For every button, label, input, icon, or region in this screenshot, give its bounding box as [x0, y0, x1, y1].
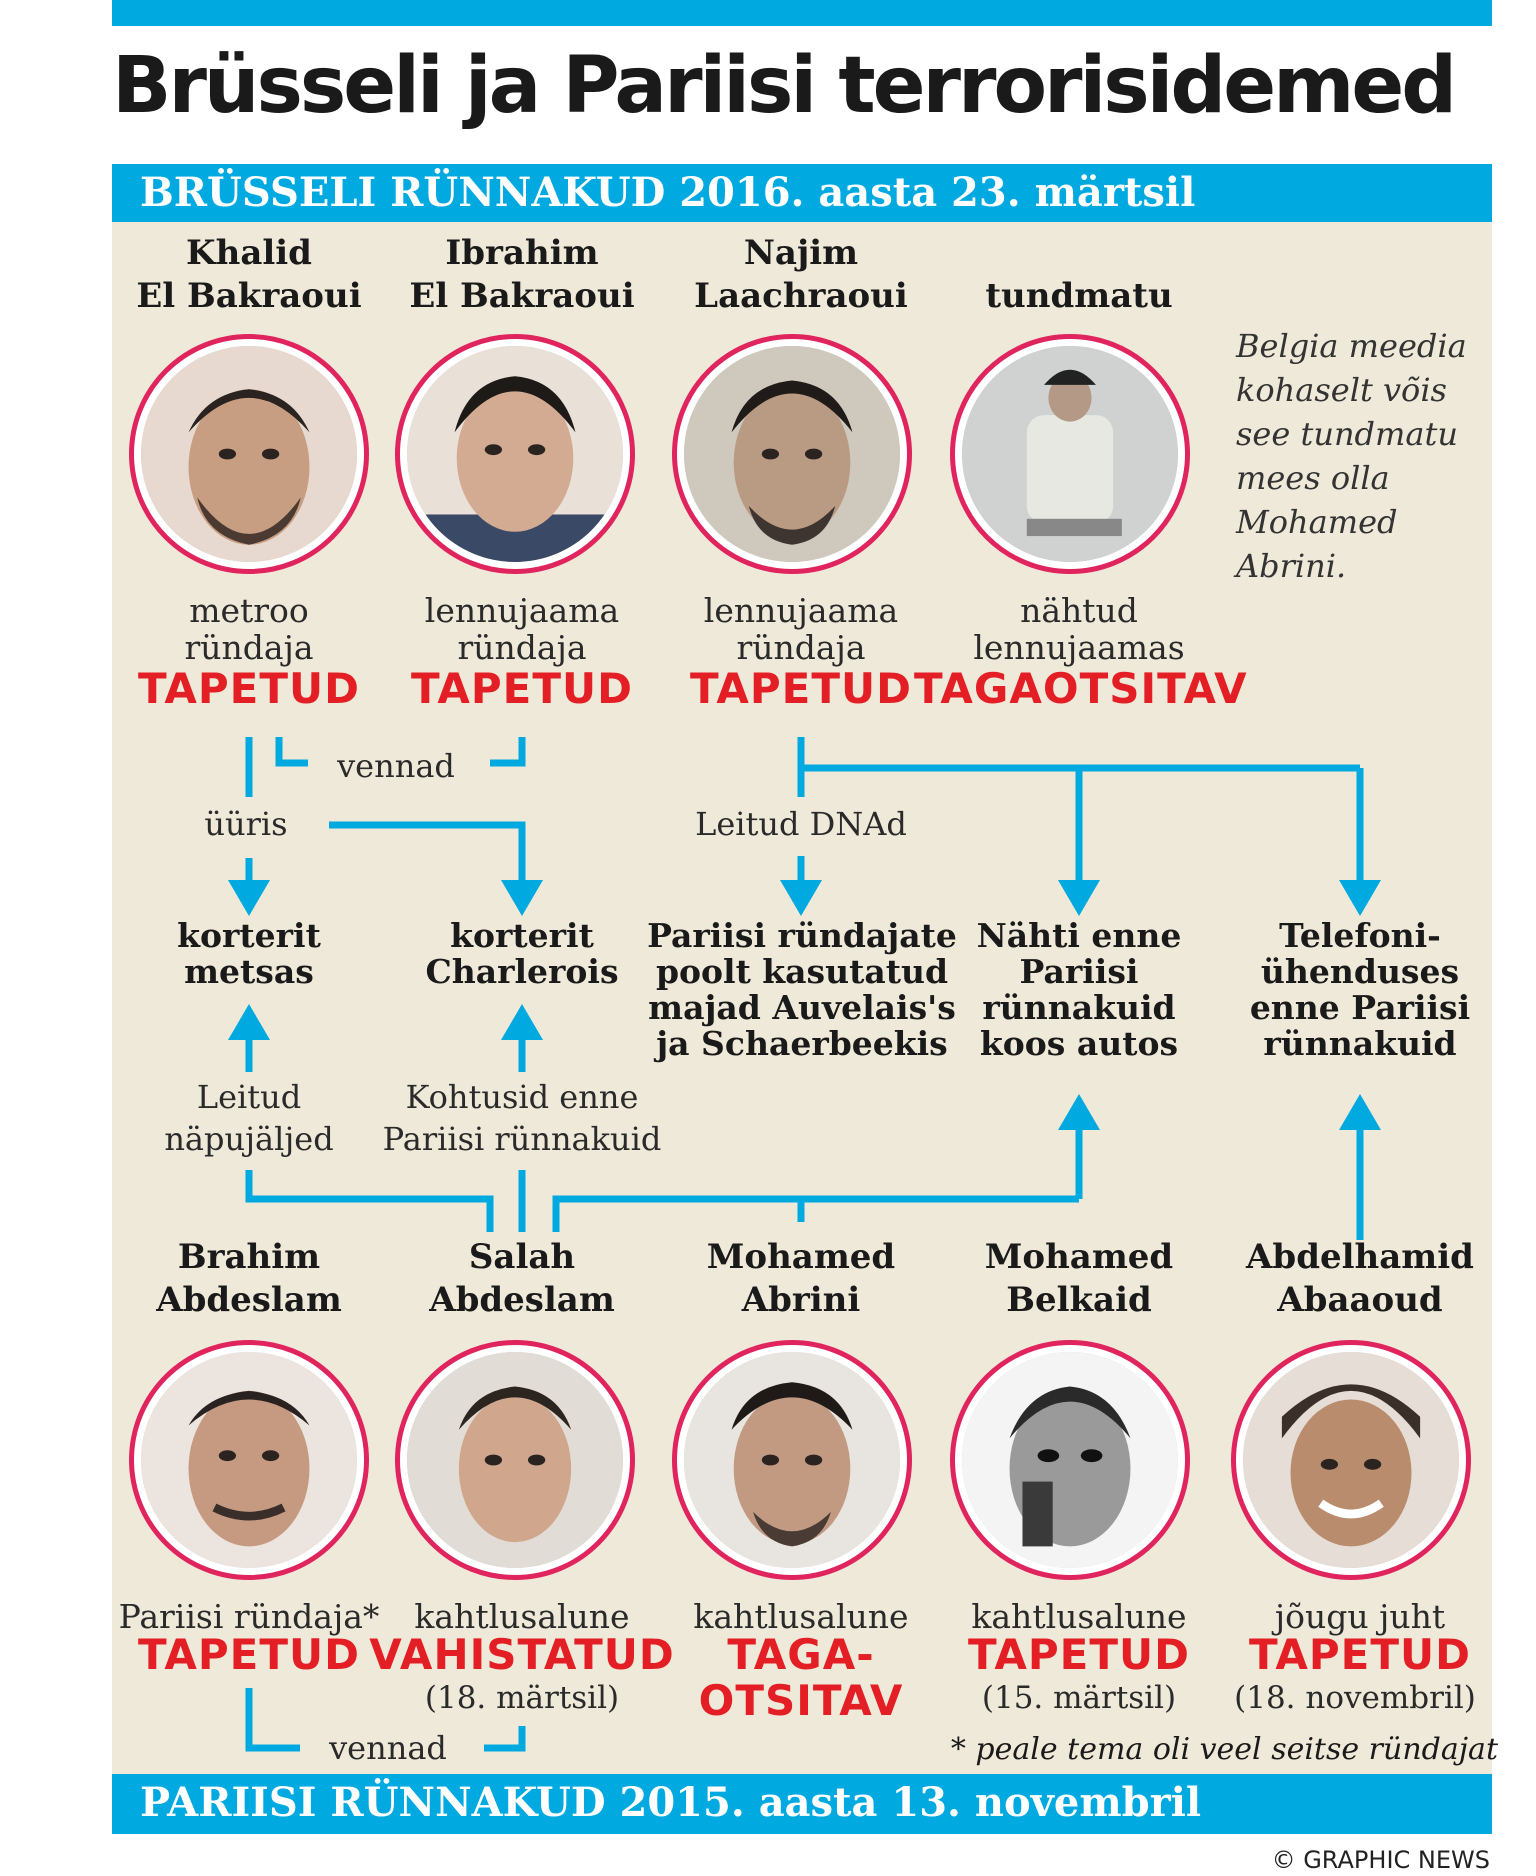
face-illustration: [1243, 1352, 1459, 1568]
brussels-role-1: metroo ründaja: [184, 591, 314, 667]
node-phone: Telefoni- ühenduses enne Pariisi rünnakuid: [1249, 916, 1471, 1063]
node-seen-car: Nähti enne Pariisi rünnakuid koos autos: [976, 916, 1182, 1063]
paris-sub-2: (18. märtsil): [424, 1680, 620, 1716]
paris-status-2: VAHISTATUD: [369, 1630, 675, 1679]
paris-name-1: Brahim Abdeslam: [156, 1237, 342, 1320]
brothers-label-top: vennad: [337, 747, 455, 785]
face-illustration: [141, 346, 357, 562]
met-before-label: Kohtusid enne Pariisi rünnakuid: [382, 1078, 662, 1158]
portrait-photo: [395, 334, 635, 574]
paris-sub-5: (18. novembril): [1234, 1680, 1476, 1716]
paris-name-4: Mohamed Belkaid: [984, 1237, 1174, 1320]
face-illustration: [684, 1352, 900, 1568]
salah-to-abrini-belkaid-line: [556, 1199, 1079, 1232]
paris-role-4: kahtlusalune: [971, 1597, 1187, 1636]
dna-label: Leitud DNAd: [695, 805, 907, 843]
portrait-photo: [1231, 1340, 1471, 1580]
portrait-photo: [129, 334, 369, 574]
arrow-to-charleroi: [501, 880, 543, 916]
arrow-to-metsas: [228, 880, 270, 916]
brussels-name-4: tundmatu: [985, 276, 1173, 316]
footnote: * peale tema oli veel seitse ründajat: [950, 1732, 1498, 1767]
portrait-photo: [672, 334, 912, 574]
paris-sub-4: (15. märtsil): [981, 1680, 1177, 1716]
paris-name-3: Mohamed Abrini: [706, 1237, 896, 1320]
paris-status-3: TAGA- OTSITAV: [698, 1630, 904, 1725]
paris-status-1: TAPETUD: [138, 1630, 360, 1679]
brussels-role-3: lennujaama ründaja: [703, 591, 899, 667]
brussels-status-3: TAPETUD: [690, 664, 912, 713]
arrow-to-phone: [1339, 880, 1381, 916]
face-illustration: [141, 1352, 357, 1568]
rented-label: üüris: [204, 805, 288, 843]
sketch-illustration: [962, 1352, 1178, 1568]
arrow-up-seen-car: [1058, 1094, 1100, 1130]
arrow-up-metsas: [228, 1004, 270, 1040]
unknown-note: Belgia meedia kohaselt võis see tundmatu mees olla Mohamed Abrini.: [1236, 327, 1467, 585]
paris-role-3: kahtlusalune: [693, 1597, 909, 1636]
page-title: Brüsseli ja Pariisi terrorisidemed: [112, 41, 1455, 131]
cctv-photo: [950, 334, 1190, 574]
portrait-photo: [672, 1340, 912, 1580]
node-apartment-charleroi: korterit Charlerois: [425, 916, 619, 991]
fingerprints-line: [249, 1170, 490, 1232]
paris-name-2: Salah Abdeslam: [429, 1237, 615, 1320]
paris-name-5: Abdelhamid Abaaoud: [1246, 1237, 1474, 1320]
brothers-label-bottom: vennad: [329, 1729, 447, 1767]
face-illustration: [407, 1352, 623, 1568]
paris-status-4: TAPETUD: [968, 1630, 1190, 1679]
portrait-photo: [129, 1340, 369, 1580]
cctv-illustration: [962, 346, 1178, 562]
credit: © GRAPHIC NEWS: [1271, 1846, 1490, 1874]
node-apartment-forest: korterit metsas: [177, 916, 321, 991]
paris-banner: PARIISI RÜNNAKUD 2015. aasta 13. novembril: [112, 1774, 1492, 1834]
portrait-photo: [395, 1340, 635, 1580]
brussels-banner: BRÜSSELI RÜNNAKUD 2016. aasta 23. märtsil: [112, 164, 1492, 222]
brussels-status-4: TAGAOTSITAV: [914, 664, 1248, 713]
face-illustration: [407, 346, 623, 562]
node-houses: Pariisi ründajate poolt kasutatud majad Auvelais's ja Schaerbeekis: [647, 916, 957, 1063]
brussels-name-1: Khalid El Bakraoui: [136, 233, 362, 316]
brussels-name-3: Najim Laachraoui: [694, 233, 908, 316]
paris-role-2: kahtlusalune: [414, 1597, 630, 1636]
brussels-name-2: Ibrahim El Bakraoui: [409, 233, 635, 316]
arrow-up-phone: [1339, 1094, 1381, 1130]
paris-role-1: Pariisi ründaja*: [118, 1597, 380, 1636]
fingerprints-label: Leitud näpujäljed: [164, 1078, 334, 1158]
face-illustration: [684, 346, 900, 562]
brussels-role-2: lennujaama ründaja: [424, 591, 620, 667]
paris-status-5: TAPETUD: [1249, 1630, 1471, 1679]
arrow-up-charleroi: [501, 1004, 543, 1040]
arrow-to-houses: [780, 880, 822, 916]
brussels-status-1: TAPETUD: [138, 664, 360, 713]
sketch-photo: [950, 1340, 1190, 1580]
arrow-to-seen-car: [1058, 880, 1100, 916]
brussels-status-2: TAPETUD: [411, 664, 633, 713]
brussels-role-4: nähtud lennujaamas: [973, 591, 1185, 667]
paris-role-5: jõugu juht: [1274, 1597, 1446, 1636]
